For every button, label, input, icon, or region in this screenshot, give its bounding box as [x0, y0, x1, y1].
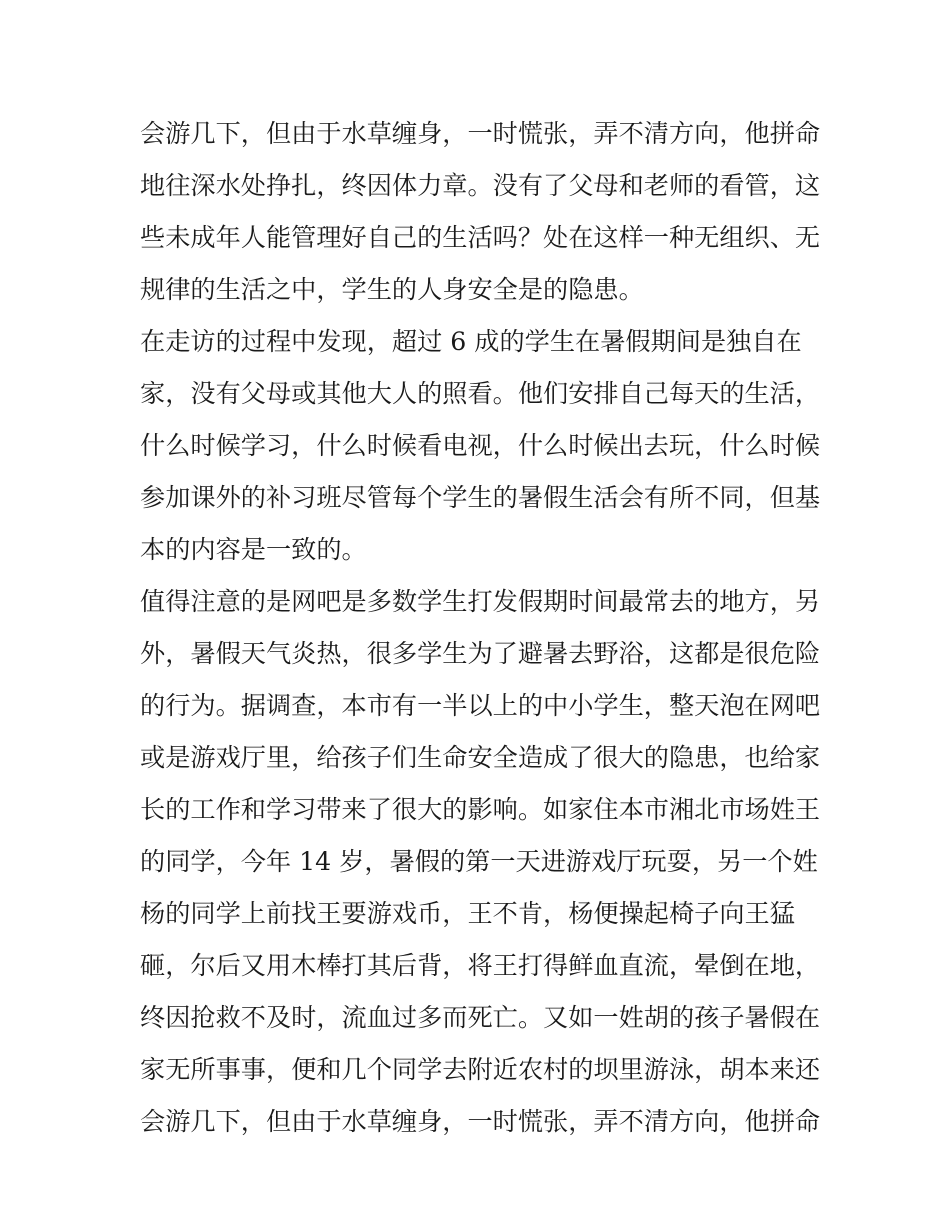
text-line: 的行为。据调查，本市有一半以上的中小学生，整天泡在网吧 — [140, 691, 821, 720]
text-line: 值得注意的是网吧是多数学生打发假期时间最常去的地方，另 — [140, 587, 821, 616]
text-line: 的同学，今年 14 岁，暑假的第一天进游戏厅玩耍，另一个姓 — [140, 847, 818, 876]
text-line: 什么时候学习，什么时候看电视，什么时候出去玩，什么时候 — [140, 431, 821, 460]
body-text — [140, 108, 820, 1148]
text-line: 或是游戏厅里，给孩子们生命安全造成了很大的隐患，也给家 — [140, 743, 821, 772]
text-line: 家无所事事，便和几个同学去附近农村的坝里游泳，胡本来还 — [140, 1055, 821, 1084]
text-line: 参加课外的补习班尽管每个学生的暑假生活会有所不同，但基 — [140, 483, 821, 512]
text-line: 家，没有父母或其他大人的照看。他们安排自己每天的生活， — [140, 379, 821, 408]
text-line: 外，暑假天气炎热，很多学生为了避暑去野浴，这都是很危险 — [140, 639, 821, 668]
text-line: 规律的生活之中，学生的人身安全是的隐患。 — [140, 275, 644, 304]
text-line: 本的内容是一致的。 — [140, 535, 367, 564]
text-line: 长的工作和学习带来了很大的影响。如家住本市湘北市场姓王 — [140, 795, 821, 824]
text-line: 地往深水处挣扎，终因体力章。没有了父母和老师的看管，这 — [140, 171, 821, 200]
text-line: 终因抢救不及时，流血过多而死亡。又如一姓胡的孩子暑假在 — [140, 1003, 821, 1032]
text-line: 在走访的过程中发现，超过 6 成的学生在暑假期间是独自在 — [140, 327, 802, 356]
text-line: 砸，尔后又用木棒打其后背，将王打得鲜血直流，晕倒在地， — [140, 951, 821, 980]
text-line: 会游几下，但由于水草缠身，一时慌张，弄不清方向，他拼命 — [140, 119, 821, 148]
text-line: 些未成年人能管理好自己的生活吗？处在这样一种无组织、无 — [140, 223, 821, 252]
text-line: 会游几下，但由于水草缠身，一时慌张，弄不清方向，他拼命 — [140, 1107, 821, 1136]
text-line: 杨的同学上前找王要游戏币，王不肯，杨便操起椅子向王猛 — [140, 899, 795, 928]
